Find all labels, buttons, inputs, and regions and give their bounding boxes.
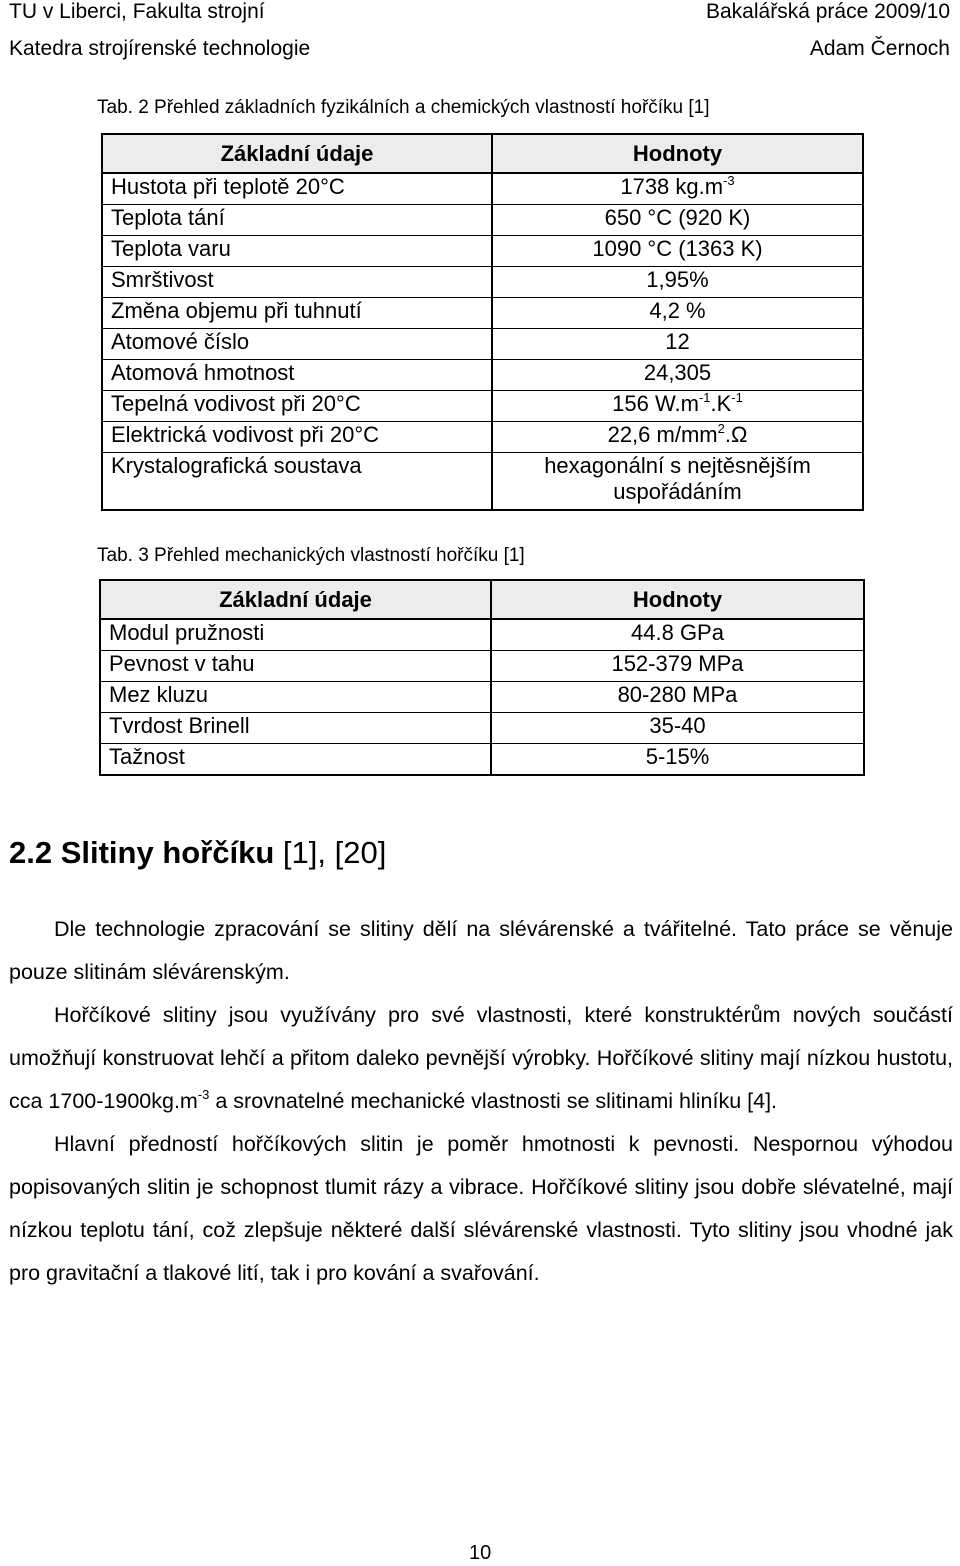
table3-cell-label: Tažnost bbox=[100, 744, 491, 776]
table-row bbox=[102, 173, 863, 205]
page-number: 10 bbox=[469, 1542, 492, 1564]
table-row bbox=[102, 298, 863, 329]
header-author: Adam Černoch bbox=[809, 37, 950, 60]
table2-cell-label: Smrštivost bbox=[102, 267, 492, 298]
table3-header-label: Základní údaje bbox=[100, 580, 491, 619]
table3-cell-label: Modul pružnosti bbox=[100, 619, 491, 651]
header-thesis: Bakalářská práce 2009/10 bbox=[706, 0, 950, 23]
paragraph: Hlavní předností hořčíkových slitin je poměr hmotnosti k pevnosti. Nespornou výhodou popisovaných slitin je schopnost tlumit rázy a vibrace. Hořčíkové slitiny jsou dobře slévatelné, mají nízkou teplotu tání, což zlepšuje některé další slévárenské vlastnosti. Tyto slitiny jsou vhodné jak pro gravitační a tlakové lití, tak i pro kování a svařování. bbox=[9, 1132, 953, 1285]
table2-cell-value: 650 °C (920 K) bbox=[492, 205, 863, 236]
table-row bbox=[102, 453, 863, 511]
table3-cell-value: 35-40 bbox=[491, 713, 864, 744]
table3-cell-value: 5-15% bbox=[491, 744, 864, 776]
table2-cell-value: 22,6 $m/mm^2.\Omega$ bbox=[492, 422, 863, 453]
table-row bbox=[100, 651, 864, 682]
table2-cell-value: 1738 $kg.m^{-3}$ bbox=[492, 173, 863, 205]
table3-cell-label: Mez kluzu bbox=[100, 682, 491, 713]
table2-cell-label: Teplota varu bbox=[102, 236, 492, 267]
table-row bbox=[100, 744, 864, 776]
table3-caption: Tab. 3 Přehled mechanických vlastností hořčíku [1] bbox=[97, 545, 525, 566]
table-row bbox=[102, 267, 863, 298]
table-row bbox=[102, 422, 863, 453]
table-row bbox=[102, 236, 863, 267]
table2-cell-label: Atomové číslo bbox=[102, 329, 492, 360]
table2-cell-label: Teplota tání bbox=[102, 205, 492, 236]
paragraph: Hořčíkové slitiny jsou využívány pro své vlastnosti, které konstruktérům nových součástí umožňují konstruovat lehčí a přitom daleko pevnější výrobky. Hořčíkové slitiny mají nízkou hustotu, cca $1700-1900kg.m^{-3}$ a srovnatelné mechanické vlastnosti se slitinami hliníku [4]. bbox=[9, 1003, 953, 1113]
table2-cell-label: Atomová hmotnost bbox=[102, 360, 492, 391]
table2-cell-label: Krystalografická soustava bbox=[102, 453, 492, 511]
table2-cell-value: 1,95% bbox=[492, 267, 863, 298]
table2-cell-value: hexagonální s nejtěsnějším uspořádáním bbox=[492, 453, 863, 511]
section-heading: 2.2 Slitiny hořčíku [1], [20] bbox=[9, 835, 387, 870]
table-row bbox=[102, 391, 863, 422]
table2-caption: Tab. 2 Přehled základních fyzikálních a chemických vlastností hořčíku [1] bbox=[97, 97, 710, 118]
table2-cell-value: 1090 °C (1363 K) bbox=[492, 236, 863, 267]
table2-header-label: Základní údaje bbox=[102, 134, 492, 173]
table3-cell-value: 152-379 MPa bbox=[491, 651, 864, 682]
table2-cell-value: 4,2 % bbox=[492, 298, 863, 329]
table-row bbox=[100, 713, 864, 744]
table2-header-value: Hodnoty bbox=[492, 134, 863, 173]
table3-cell-label: Tvrdost Brinell bbox=[100, 713, 491, 744]
table2-cell-label: Elektrická vodivost při 20°C bbox=[102, 422, 492, 453]
table-row bbox=[100, 619, 864, 651]
table-row bbox=[102, 360, 863, 391]
body-text bbox=[9, 908, 953, 1295]
table2-cell-value: 24,305 bbox=[492, 360, 863, 391]
table3-cell-label: Pevnost v tahu bbox=[100, 651, 491, 682]
table2-cell-value: 12 bbox=[492, 329, 863, 360]
table3-cell-value: 80-280 MPa bbox=[491, 682, 864, 713]
table3-cell-value: 44.8 GPa bbox=[491, 619, 864, 651]
table3 bbox=[99, 579, 865, 776]
table-row bbox=[102, 329, 863, 360]
table2-cell-label: Změna objemu při tuhnutí bbox=[102, 298, 492, 329]
table2-cell-label: Tepelná vodivost při 20°C bbox=[102, 391, 492, 422]
table2 bbox=[101, 133, 864, 511]
table2-cell-value: 156 $W.m^{-1}.K^{-1}$ bbox=[492, 391, 863, 422]
table-row bbox=[100, 682, 864, 713]
header-department: Katedra strojírenské technologie bbox=[9, 37, 311, 60]
header-university: TU v Liberci, Fakulta strojní bbox=[9, 0, 265, 23]
table3-header-value: Hodnoty bbox=[491, 580, 864, 619]
table-row bbox=[102, 205, 863, 236]
table2-cell-label: Hustota při teplotě 20°C bbox=[102, 173, 492, 205]
paragraph: Dle technologie zpracování se slitiny dělí na slévárenské a tvářitelné. Tato práce se věnuje pouze slitinám slévárenským. bbox=[9, 917, 953, 984]
